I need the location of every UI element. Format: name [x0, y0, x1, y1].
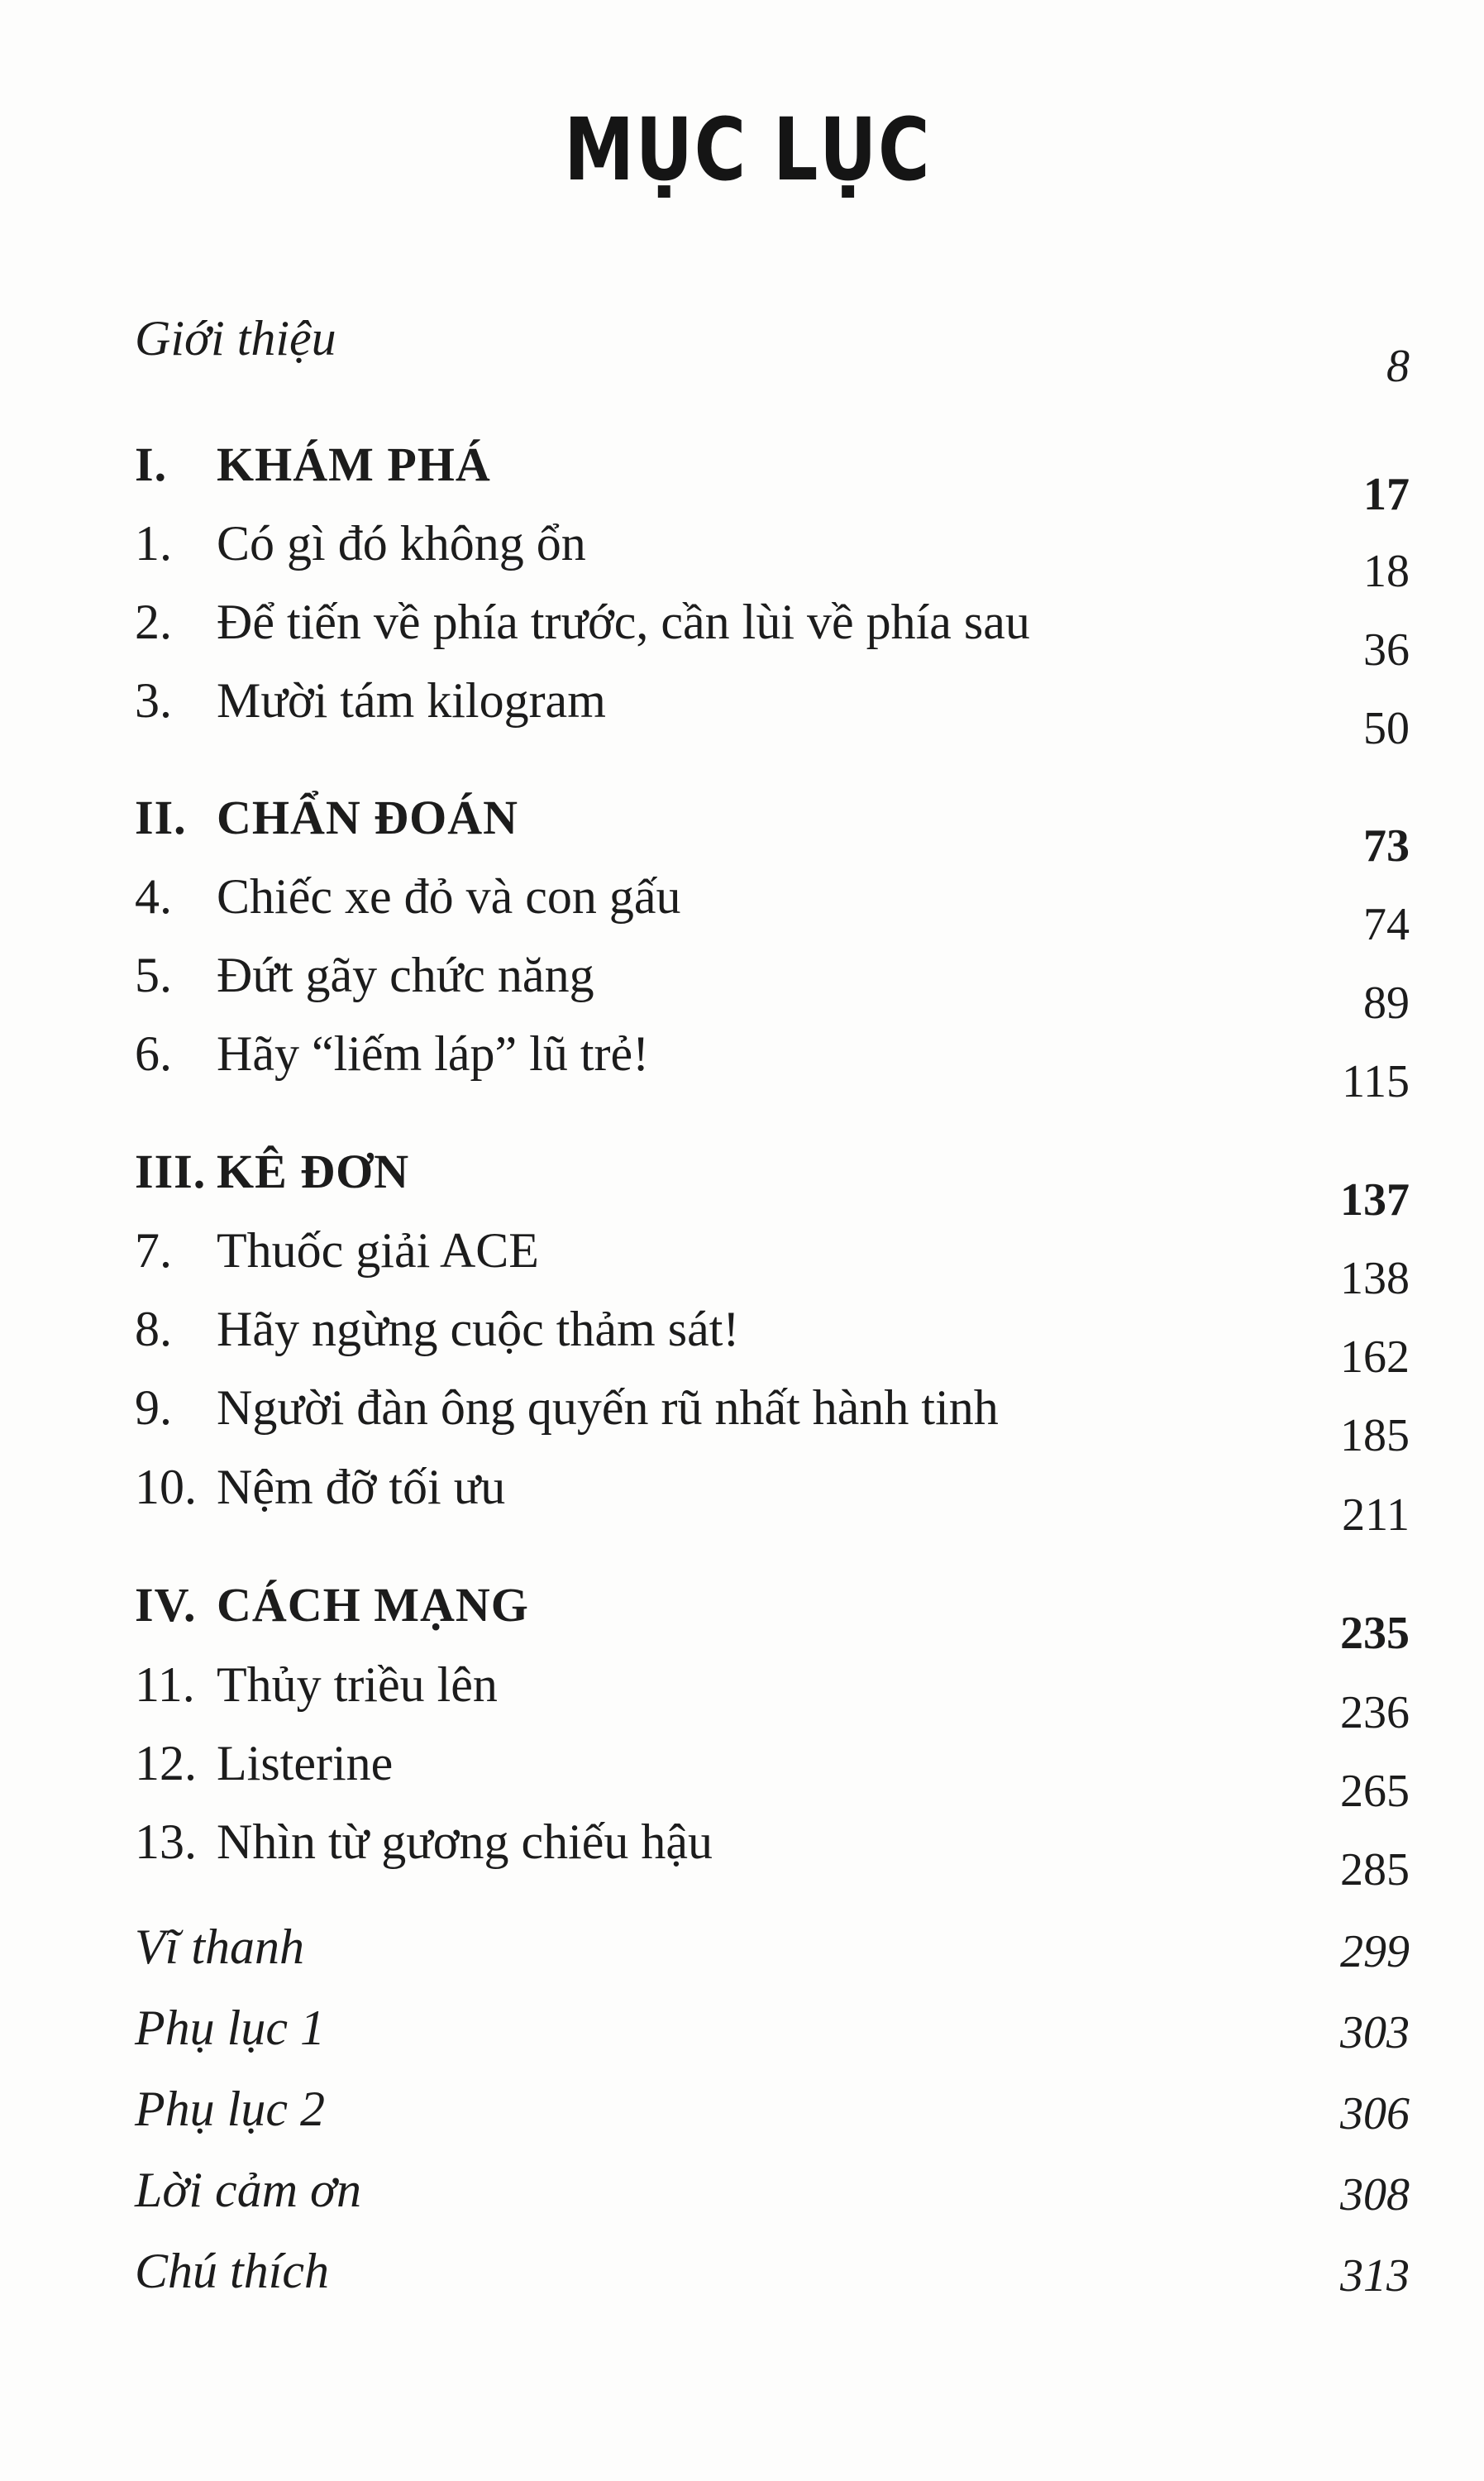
entry-label: Chú thích [135, 2244, 329, 2298]
part-title: CÁCH MẠNG [217, 1578, 529, 1632]
entry-page-number: 306 [1340, 2088, 1410, 2139]
chapter-title: Nhìn từ gương chiếu hậu [217, 1814, 713, 1869]
part-title: CHẨN ĐOÁN [217, 791, 519, 844]
chapter-page-number: 138 [1340, 1253, 1410, 1304]
chapter-title: Có gì đó không ổn [217, 516, 586, 571]
entry-page-number: 299 [1340, 1926, 1410, 1977]
chapter-number: 1. [135, 516, 172, 571]
part-number: II. [135, 791, 187, 844]
chapter-number: 8. [135, 1302, 172, 1356]
toc-entry-notes[interactable] [0, 2243, 1484, 2309]
chapter-number: 10. [135, 1460, 197, 1514]
part-number: IV. [135, 1578, 197, 1632]
toc-chapter-5[interactable] [0, 947, 1484, 1029]
chapter-number: 7. [135, 1223, 172, 1278]
toc-chapter-11[interactable] [0, 1656, 1484, 1738]
chapter-number: 3. [135, 673, 172, 728]
chapter-title: Hãy ngừng cuộc thảm sát! [217, 1302, 740, 1356]
entry-label: Lời cảm ơn [135, 2163, 362, 2217]
toc-part-4[interactable] [0, 1577, 1484, 1659]
toc-chapter-12[interactable] [0, 1735, 1484, 1817]
chapter-page-number: 36 [1363, 624, 1410, 676]
chapter-page-number: 211 [1342, 1489, 1410, 1541]
chapter-number: 11. [135, 1657, 195, 1712]
chapter-number: 13. [135, 1814, 197, 1869]
toc-part-2[interactable] [0, 790, 1484, 872]
toc-chapter-9[interactable] [0, 1379, 1484, 1461]
chapter-page-number: 18 [1363, 546, 1410, 597]
toc-chapter-13[interactable] [0, 1814, 1484, 1895]
entry-label: Giới thiệu [135, 311, 336, 366]
chapter-page-number: 50 [1363, 703, 1410, 754]
chapter-title: Thủy triều lên [217, 1657, 498, 1712]
chapter-number: 4. [135, 869, 172, 924]
page-title: MỤC LỤC [564, 99, 932, 200]
toc-chapter-8[interactable] [0, 1301, 1484, 1383]
toc-chapter-7[interactable] [0, 1222, 1484, 1304]
part-title: KÊ ĐƠN [217, 1145, 410, 1198]
entry-label: Vĩ thanh [135, 1919, 304, 1974]
entry-label: Phụ lục 2 [135, 2082, 325, 2136]
chapter-page-number: 285 [1340, 1844, 1410, 1895]
chapter-page-number: 74 [1363, 899, 1410, 950]
chapter-title: Để tiến về phía trước, cần lùi về phía sau [217, 595, 1030, 649]
part-page-number: 17 [1363, 469, 1410, 520]
chapter-page-number: 185 [1340, 1410, 1410, 1461]
part-title: KHÁM PHÁ [217, 437, 491, 491]
entry-label: Phụ lục 1 [135, 2001, 325, 2055]
toc-chapter-4[interactable] [0, 868, 1484, 950]
toc-entry-epilogue[interactable] [0, 1919, 1484, 1985]
part-number: III. [135, 1145, 207, 1198]
chapter-page-number: 162 [1340, 1331, 1410, 1383]
chapter-number: 9. [135, 1380, 172, 1435]
toc-chapter-1[interactable] [0, 515, 1484, 597]
chapter-page-number: 265 [1340, 1766, 1410, 1817]
entry-page-number: 303 [1340, 2007, 1410, 2058]
chapter-number: 6. [135, 1026, 172, 1081]
toc-chapter-6[interactable] [0, 1025, 1484, 1107]
chapter-number: 12. [135, 1736, 197, 1790]
toc-part-1[interactable] [0, 437, 1484, 520]
toc-entry-acknowledgements[interactable] [0, 2162, 1484, 2228]
chapter-number: 2. [135, 595, 172, 649]
toc-part-3[interactable] [0, 1144, 1484, 1226]
toc-chapter-3[interactable] [0, 672, 1484, 754]
entry-page-number: 308 [1340, 2169, 1410, 2220]
toc-entry-intro[interactable] [0, 310, 1484, 392]
part-page-number: 137 [1340, 1174, 1410, 1226]
chapter-title: Chiếc xe đỏ và con gấu [217, 869, 681, 924]
chapter-page-number: 236 [1340, 1687, 1410, 1738]
chapter-title: Người đàn ông quyến rũ nhất hành tinh [217, 1380, 999, 1435]
part-page-number: 235 [1340, 1608, 1410, 1659]
part-page-number: 73 [1363, 820, 1410, 872]
chapter-number: 5. [135, 948, 172, 1002]
chapter-title: Mười tám kilogram [217, 673, 606, 728]
chapter-title: Thuốc giải ACE [217, 1223, 539, 1278]
entry-page-number: 313 [1340, 2250, 1410, 2302]
chapter-page-number: 89 [1363, 978, 1410, 1029]
chapter-title: Hãy “liếm láp” lũ trẻ! [217, 1026, 650, 1081]
toc-entry-appendix-1[interactable] [0, 2000, 1484, 2066]
entry-page-number: 8 [1386, 341, 1410, 392]
chapter-title: Nệm đỡ tối ưu [217, 1460, 506, 1514]
chapter-title: Đứt gãy chức năng [217, 948, 594, 1002]
chapter-page-number: 115 [1342, 1056, 1410, 1107]
chapter-title: Listerine [217, 1736, 394, 1790]
part-number: I. [135, 437, 168, 491]
toc-chapter-2[interactable] [0, 594, 1484, 676]
toc-entry-appendix-2[interactable] [0, 2081, 1484, 2147]
toc-chapter-10[interactable] [0, 1459, 1484, 1541]
